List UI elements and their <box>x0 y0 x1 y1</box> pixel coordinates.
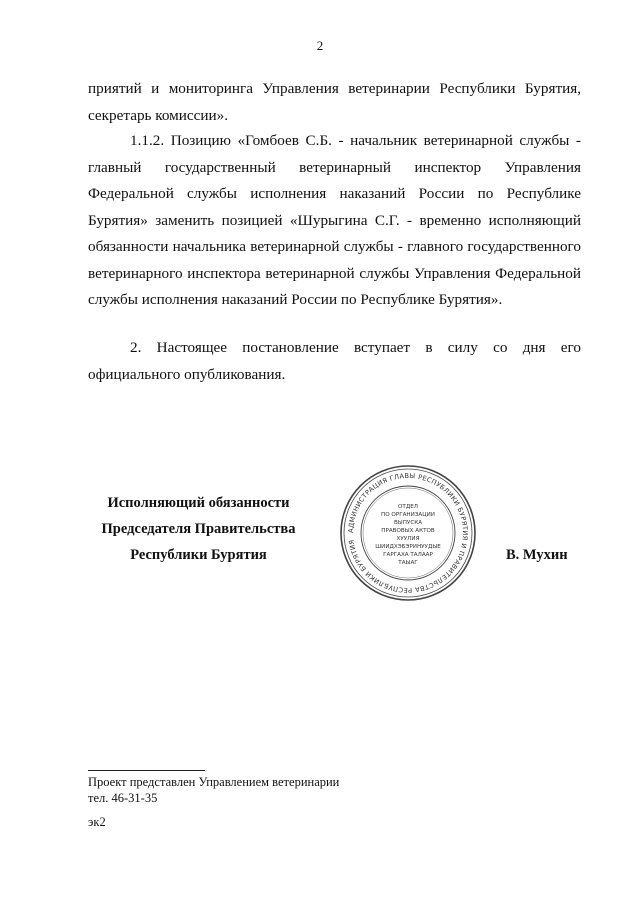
document-code-mark: эк2 <box>88 815 106 829</box>
signatory-name: В. Мухин <box>506 547 568 563</box>
seal-inner-text: ВЫПУСКА <box>393 520 423 526</box>
footnote-project-source: Проект представлен Управлением ветеринарии <box>88 775 340 789</box>
paragraph-text: 2. Настоящее постановление вступает в силу со дня его официального опубликования. <box>88 339 581 383</box>
seal-inner-text: ПО ОРГАНИЗАЦИИ <box>381 512 435 518</box>
seal-inner-text: ХУУЛИЯ <box>396 536 420 542</box>
footnote-phone: тел. 46-31-35 <box>88 791 158 805</box>
paragraph-text: приятий и мониторинга Управления ветеринарии Республики Бурятия, секретарь комиссии». <box>88 80 581 124</box>
signatory-position <box>86 490 311 568</box>
signatory-position-line: Председателя Правительства <box>101 521 296 537</box>
body-paragraph-item-1-1-2 <box>88 128 581 314</box>
seal-inner-text: ГАРГАХА ТАЛААР <box>383 552 433 558</box>
page-number: 2 <box>316 38 324 53</box>
seal-inner-text: ТАЫАГ <box>398 560 418 566</box>
signatory-position-line: Республики Бурятия <box>130 547 267 563</box>
footnote-divider <box>88 770 205 771</box>
footnote <box>88 774 339 806</box>
signatory-position-line: Исполняющий обязанности <box>107 495 290 511</box>
seal-inner-text: ПРАВОВЫХ АКТОВ <box>381 528 435 534</box>
paragraph-text: 1.1.2. Позицию «Гомбоев С.Б. - начальник ветеринарной службы - главный государственный ветеринарный инспектор Управления Федеральной службы исполнения наказаний России по Республике Бурятия» заменить позицией «Шурыгина С.Г. - временно исполняющий обязанности начальника ветеринарной службы - главного государственного ветеринарного инспектора ветеринарной службы Управления Федеральной службы исполнения наказаний России по Республике Бурятия». <box>88 132 581 308</box>
body-paragraph-continued <box>88 76 581 129</box>
body-paragraph-item-2 <box>88 335 581 388</box>
seal-outer-text: АДМИНИСТРАЦИЯ ГЛАВЫ РЕСПУБЛИКИ БУРЯТИЯ И ПРАВИТЕЛЬСТВА РЕСПУБЛИКИ БУРЯТИЯ <box>346 471 470 595</box>
official-seal-stamp <box>339 464 477 602</box>
seal-inner-text: ШИИДХЭБЭРИНУУДЫЕ <box>375 544 441 550</box>
seal-inner-text: ОТДЕЛ <box>398 504 418 510</box>
